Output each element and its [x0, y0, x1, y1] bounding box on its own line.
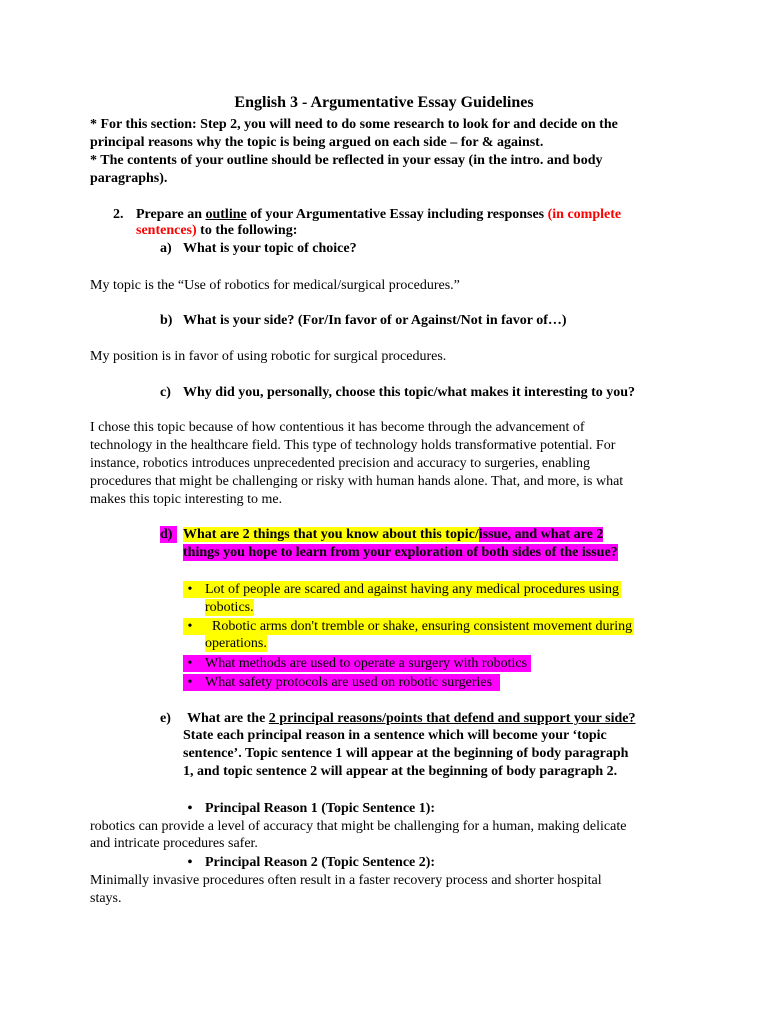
bullet-1-marker: • [183, 581, 197, 598]
reason-1-line-1: robotics can provide a level of accuracy that might be challenging for a human, making delicate [90, 819, 627, 834]
reason-2-marker: • [187, 855, 193, 870]
reason-2-label: Principal Reason 2 (Topic Sentence 2): [205, 855, 436, 870]
question-e-line-3: sentence’. Topic sentence 1 will appear at the beginning of body paragraph [183, 746, 629, 761]
question-b-label: b) [160, 313, 173, 328]
question-e-line-4: 1, and topic sentence 2 will appear at the beginning of body paragraph 2. [183, 764, 618, 779]
question-e-line-1 [187, 710, 635, 727]
bullet-3-line-1: What methods are used to operate a surgery with robotics [197, 655, 531, 672]
step-pre: Prepare an [136, 207, 206, 222]
question-c-text: Why did you, personally, choose this topic/what makes it interesting to you? [183, 385, 636, 400]
bullet-3-marker: • [183, 655, 197, 672]
bullet-2-line-1: Robotic arms don't tremble or shake, ensuring consistent movement during [197, 618, 634, 635]
answer-c-line-5: makes this topic interesting to me. [90, 492, 283, 507]
step-red-b: sentences) [136, 223, 197, 238]
intro-line-3: * The contents of your outline should be reflected in your essay (in the intro. and body [90, 153, 603, 168]
question-b-text: What is your side? (For/In favor of or Against/Not in favor of…) [183, 313, 567, 328]
question-e-label: e) [160, 711, 171, 726]
question-e-line-2: State each principal reason in a sentence which will become your ‘topic [183, 728, 607, 743]
question-d-part-1: What are 2 things that you know about this topic/ [183, 527, 479, 542]
step-instruction-line-1 [136, 206, 621, 223]
intro-line-1: * For this section: Step 2, you will need to do some research to look for and decide on the [90, 117, 618, 132]
answer-b: My position is in favor of using robotic for surgical procedures. [90, 349, 447, 364]
page-title: English 3 - Argumentative Essay Guidelines [234, 94, 534, 111]
question-d-label: d) [160, 526, 177, 543]
answer-c-line-4: procedures that might be challenging or risky with human hands alone. That, and more, is what [90, 474, 624, 489]
bullet-2-dot: • [183, 618, 197, 635]
question-e-underlined: 2 principal reasons/points that defend and support your side? [268, 711, 636, 726]
question-a-text: What is your topic of choice? [183, 241, 357, 256]
reason-1-line-2: and intricate procedures safer. [90, 836, 258, 851]
bullet-2-line-2: operations. [205, 636, 267, 651]
bullet-4-marker: • [183, 674, 197, 691]
reason-2-line-1: Minimally invasive procedures often result in a faster recovery process and shorter hospital [90, 873, 602, 888]
answer-c-line-2: technology in the healthcare field. This type of technology holds transformative potential. For [90, 438, 616, 453]
reason-1-marker: • [187, 801, 193, 816]
answer-a: My topic is the “Use of robotics for medical/surgical procedures.” [90, 278, 460, 293]
bullet-1-line-2: robotics. [205, 600, 254, 615]
question-e-pre: What are the [187, 711, 269, 726]
step-instruction-line-2 [136, 222, 297, 239]
step-number: 2. [113, 207, 124, 222]
outline-word: outline [205, 207, 247, 222]
answer-c-line-3: instance, robotics introduces unprecedented precision and accuracy to surgeries, enabling [90, 456, 591, 471]
step-tail: to the following: [196, 223, 298, 238]
question-d-line-1 [183, 526, 603, 543]
step-mid: of your Argumentative Essay including responses [246, 207, 548, 222]
step-red-a: (in complete [547, 207, 622, 222]
question-c-label: c) [160, 385, 171, 400]
question-d-part-2: issue, and what are 2 [478, 527, 604, 542]
reason-1-label: Principal Reason 1 (Topic Sentence 1): [205, 801, 436, 816]
bullet-1-line-1: Lot of people are scared and against having any medical procedures using [197, 581, 621, 598]
question-a-label: a) [160, 241, 172, 256]
bullet-4-line-1: What safety protocols are used on robotic surgeries [197, 674, 500, 691]
answer-c-line-1: I chose this topic because of how contentious it has become through the advancement of [90, 420, 585, 435]
reason-2-line-2: stays. [90, 891, 122, 906]
intro-line-4: paragraphs). [90, 171, 168, 186]
question-d-line-2: things you hope to learn from your exploration of both sides of the issue? [183, 545, 618, 560]
intro-line-2: principal reasons why the topic is being argued on each side – for & against. [90, 135, 544, 150]
